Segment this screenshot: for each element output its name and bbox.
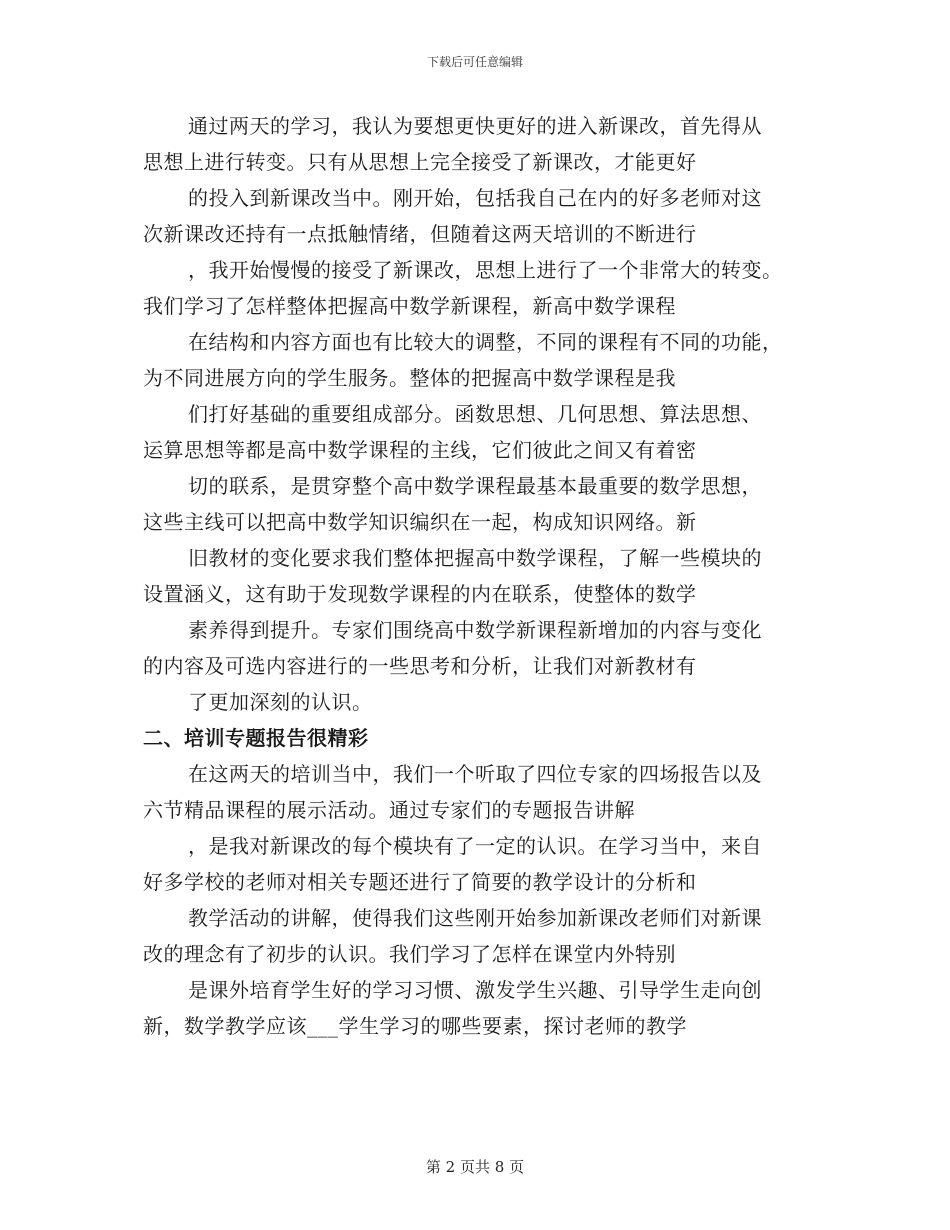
text-line: 们打好基础的重要组成部分。函数思想、几何思想、算法思想、 [188,402,762,426]
text-line: 切的联系，是贯穿整个高中数学课程最基本最重要的数学思想， [188,474,762,498]
text-line: ，我开始慢慢的接受了新课改，思想上进行了一个非常大的转变。 [188,258,783,282]
text-line: 旧教材的变化要求我们整体把握高中数学课程，了解一些模块的 [188,546,762,570]
text-line: 了更加深刻的认识。 [188,690,373,714]
page-header: 下载后可任意编辑 [426,55,523,69]
text-line: 改的理念有了初步的认识。我们学习了怎样在课堂内外特别 [143,942,676,966]
text-line: 六节精品课程的展示活动。通过专家们的专题报告讲解 [143,798,635,822]
text-line: ，是我对新课改的每个模块有了一定的认识。在学习当中，来自 [188,834,762,858]
text-line: 在这两天的培训当中，我们一个听取了四位专家的四场报告以及 [188,762,762,786]
document-body [143,108,808,1044]
text-line: 运算思想等都是高中数学课程的主线，它们彼此之间又有着密 [143,438,697,462]
text-line: 为不同进展方向的学生服务。整体的把握高中数学课程是我 [143,366,676,390]
text-line: 思想上进行转变。只有从思想上完全接受了新课改，才能更好 [143,150,697,174]
text-line: 素养得到提升。专家们围绕高中数学新课程新增加的内容与变化 [188,618,762,642]
text-line: 的投入到新课改当中。刚开始，包括我自己在内的好多老师对这 [188,186,762,210]
text-line: 次新课改还持有一点抵触情绪，但随着这两天培训的不断进行 [143,222,697,246]
section-heading: 二、培训专题报告很精彩 [143,726,369,750]
text-line: 是课外培育学生好的学习习惯、激发学生兴趣、引导学生走向创 [188,978,762,1002]
text-line: 新，数学教学应该___学生学习的哪些要素，探讨老师的教学 [143,1014,687,1038]
text-line: 这些主线可以把高中数学知识编织在一起，构成知识网络。新 [143,510,697,534]
text-line: 好多学校的老师对相关专题还进行了简要的教学设计的分析和 [143,870,697,894]
text-line: 通过两天的学习，我认为要想更快更好的进入新课改，首先得从 [188,114,762,138]
page-footer: 第 2 页共 8 页 [425,1158,525,1176]
text-line: 教学活动的讲解，使得我们这些刚开始参加新课改老师们对新课 [188,906,762,930]
text-line: 我们学习了怎样整体把握高中数学新课程，新高中数学课程 [143,294,676,318]
text-line: 的内容及可选内容进行的一些思考和分析，让我们对新教材有 [143,654,697,678]
text-line: 设置涵义，这有助于发现数学课程的内在联系，使整体的数学 [143,582,697,606]
text-line: 在结构和内容方面也有比较大的调整，不同的课程有不同的功能， [188,330,783,354]
